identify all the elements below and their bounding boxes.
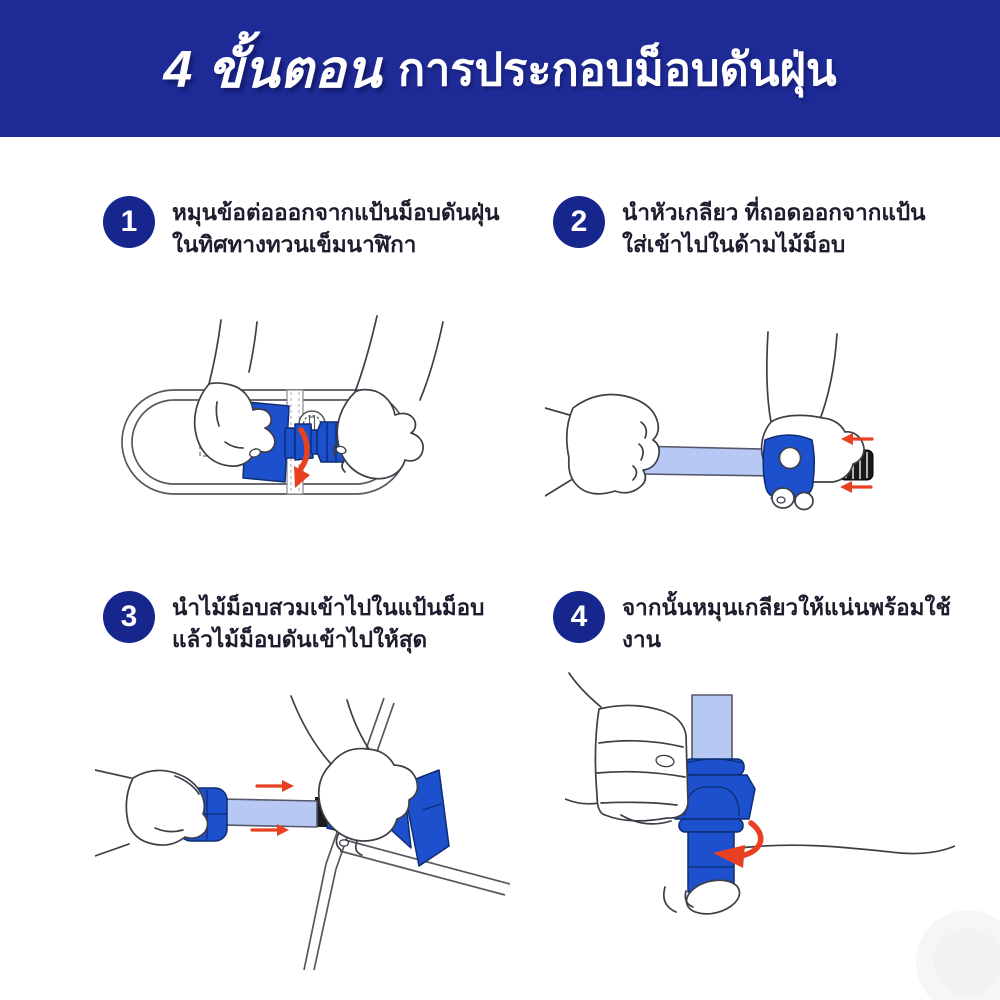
step-4-text bbox=[622, 591, 973, 657]
step-3-line-1: นำไม้ม็อบสวมเข้าไปในแป้นม็อบ bbox=[172, 595, 485, 620]
step-3-illustration bbox=[95, 678, 510, 970]
step-1-line-2: ในทิศทางทวนเข็มนาฬิกา bbox=[172, 232, 417, 258]
step-2-illustration bbox=[545, 330, 955, 555]
left-hand bbox=[195, 320, 275, 466]
step-1-text bbox=[172, 196, 500, 262]
step-4-line-1: จากนั้นหมุนเกลียวให้แน่นพร้อมใช้งาน bbox=[622, 595, 951, 653]
step-4 bbox=[553, 591, 973, 657]
header-banner bbox=[0, 0, 1000, 137]
step-4-number-badge: 4 bbox=[553, 591, 605, 643]
step-1-number-badge: 1 bbox=[103, 196, 155, 248]
left-fist bbox=[545, 395, 659, 497]
left-hand bbox=[95, 770, 208, 856]
step-3-text bbox=[172, 591, 484, 657]
step-2-line-2: ใส่เข้าไปในด้ามไม้ม็อบ bbox=[622, 232, 846, 258]
thumb-tip bbox=[780, 448, 801, 469]
watermark bbox=[890, 890, 1000, 1000]
step-3-line-2: แล้วไม้ม็อบดันเข้าไปให้สุด bbox=[172, 627, 428, 653]
step-2-number-badge: 2 bbox=[553, 196, 605, 248]
step-1-illustration bbox=[105, 302, 505, 570]
step-1 bbox=[103, 196, 523, 262]
fingernail bbox=[340, 840, 349, 846]
step-2 bbox=[553, 196, 973, 262]
gripping-hand bbox=[565, 673, 688, 824]
mop-handle-pole bbox=[692, 695, 732, 761]
right-hand bbox=[334, 316, 443, 479]
step-3 bbox=[103, 591, 523, 657]
page-title-text: การประกอบม็อบดันฝุ่น bbox=[397, 43, 837, 95]
step-1-line-1: หมุนข้อต่อออกจากแป้นม็อบดันฝุ่น bbox=[172, 200, 500, 225]
step-3-number-badge: 3 bbox=[103, 591, 155, 643]
step-2-line-1: นำหัวเกลียว ที่ถอดออกจากแป้น bbox=[622, 200, 926, 225]
page-title-number: 4 ขั้นตอน bbox=[163, 41, 382, 99]
step-2-text bbox=[622, 196, 926, 262]
